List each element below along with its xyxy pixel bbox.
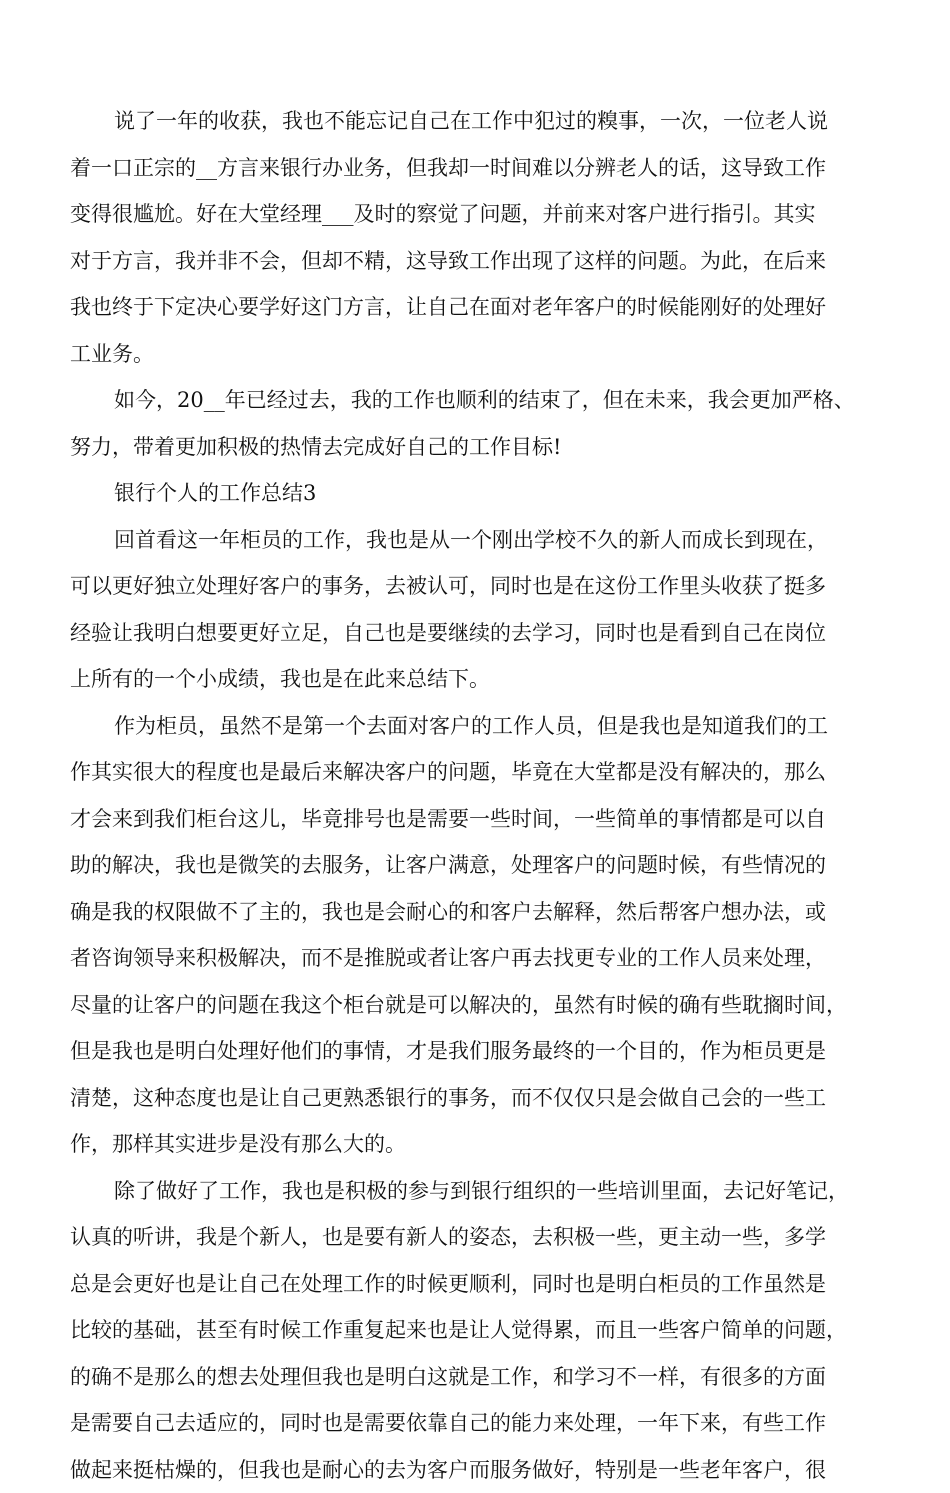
text-line: 作，那样其实进步是没有那么大的。 [70,1121,900,1168]
text-line: 对于方言，我并非不会，但却不精，这导致工作出现了这样的问题。为此，在后来 [70,238,900,285]
document-body [70,98,900,1493]
text-line: 才会来到我们柜台这儿，毕竟排号也是需要一些时间，一些简单的事情都是可以自 [70,796,900,843]
text-line: 但是我也是明白处理好他们的事情，才是我们服务最终的一个目的，作为柜员更是 [70,1028,900,1075]
text-line: 尽量的让客户的问题在我这个柜台就是可以解决的，虽然有时候的确有些耽搁时间， [70,982,900,1029]
text-line: 工业务。 [70,331,900,378]
text-line: 上所有的一个小成绩，我也是在此来总结下。 [70,656,900,703]
text-line: 着一口正宗的__方言来银行办业务，但我却一时间难以分辨老人的话，这导致工作 [70,145,900,192]
text-line: 如今，20__年已经过去，我的工作也顺利的结束了，但在未来，我会更加严格、 [70,377,900,424]
text-line: 者咨询领导来积极解决，而不是推脱或者让客户再去找更专业的工作人员来处理， [70,935,900,982]
text-line: 做起来挺枯燥的，但我也是耐心的去为客户而服务做好，特别是一些老年客户，很 [70,1447,900,1493]
text-line: 我也终于下定决心要学好这门方言，让自己在面对老年客户的时候能刚好的处理好 [70,284,900,331]
section-heading: 银行个人的工作总结3 [70,470,900,517]
text-line: 变得很尴尬。好在大堂经理___及时的察觉了问题，并前来对客户进行指引。其实 [70,191,900,238]
text-line: 努力，带着更加积极的热情去完成好自己的工作目标! [70,424,900,471]
text-line: 是需要自己去适应的，同时也是需要依靠自己的能力来处理，一年下来，有些工作 [70,1400,900,1447]
text-line: 可以更好独立处理好客户的事务，去被认可，同时也是在这份工作里头收获了挺多 [70,563,900,610]
text-line: 除了做好了工作，我也是积极的参与到银行组织的一些培训里面，去记好笔记， [70,1168,900,1215]
text-line: 总是会更好也是让自己在处理工作的时候更顺利，同时也是明白柜员的工作虽然是 [70,1261,900,1308]
text-line: 作为柜员，虽然不是第一个去面对客户的工作人员，但是我也是知道我们的工 [70,703,900,750]
text-line: 的确不是那么的想去处理但我也是明白这就是工作，和学习不一样，有很多的方面 [70,1354,900,1401]
text-line: 助的解决，我也是微笑的去服务，让客户满意，处理客户的问题时候，有些情况的 [70,842,900,889]
text-line: 经验让我明白想要更好立足，自己也是要继续的去学习，同时也是看到自己在岗位 [70,610,900,657]
text-line: 认真的听讲，我是个新人，也是要有新人的姿态，去积极一些，更主动一些，多学 [70,1214,900,1261]
text-line: 说了一年的收获，我也不能忘记自己在工作中犯过的糗事，一次，一位老人说 [70,98,900,145]
text-line: 清楚，这种态度也是让自己更熟悉银行的事务，而不仅仅只是会做自己会的一些工 [70,1075,900,1122]
text-line: 作其实很大的程度也是最后来解决客户的问题，毕竟在大堂都是没有解决的，那么 [70,749,900,796]
text-line: 回首看这一年柜员的工作，我也是从一个刚出学校不久的新人而成长到现在， [70,517,900,564]
text-line: 比较的基础，甚至有时候工作重复起来也是让人觉得累，而且一些客户简单的问题， [70,1307,900,1354]
text-line: 确是我的权限做不了主的，我也是会耐心的和客户去解释，然后帮客户想办法，或 [70,889,900,936]
